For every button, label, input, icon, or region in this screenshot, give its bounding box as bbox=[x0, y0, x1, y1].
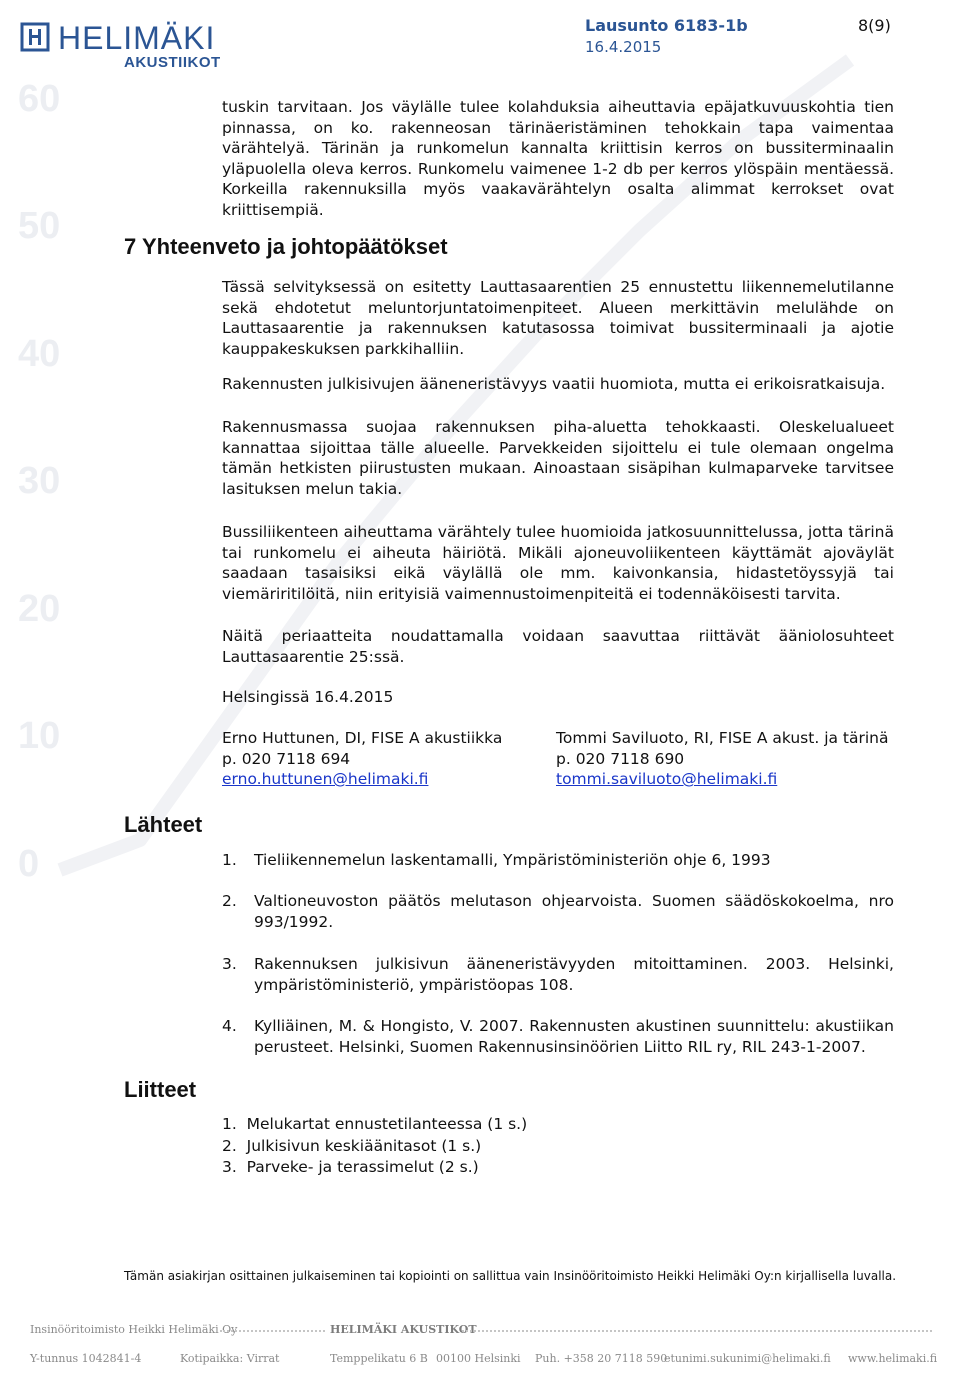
summary-paragraph-4: Bussiliikenteen aiheuttama värähtely tulee huomioida jatkosuunnittelussa, jotta tärinä tai runkomelu ei aiheuta häiriötä. Mikäli ajoneuvoliikenteen käyttämät ajoväylät saadaan tasaisiksi eikä väylällä ole mm. kaivonkansia, hidastetöyssyjä tai viemäriritilöitä, niin erityisiä vaimennustoimenpiteitä ei todennäköisesti tarvita. bbox=[222, 523, 894, 603]
signatory-name: Erno Huttunen, DI, FISE A akustiikka bbox=[222, 729, 503, 747]
bg-axis-label: 0 bbox=[18, 843, 40, 885]
footer-company: Insinööritoimisto Heikki Helimäki Oy bbox=[30, 1323, 238, 1336]
reference-item bbox=[222, 954, 894, 995]
bg-axis-label: 10 bbox=[18, 715, 61, 757]
logo-company-name: HELIMÄKI bbox=[58, 20, 216, 56]
document-date: 16.4.2015 bbox=[585, 38, 662, 56]
footer-web[interactable]: www.helimaki.fi bbox=[848, 1352, 938, 1365]
footer-phone: Puh. +358 20 7118 590 bbox=[535, 1352, 668, 1365]
summary-paragraph-3: Rakennusmassa suojaa rakennuksen piha-aluetta tehokkaasti. Oleskelualueet kannattaa sijoittaa tälle alueelle. Parvekkeiden sijoittelu ei tule olemaan ongelma tämän hetkisten piirustusten mukaan. Ainoastaan sisäpihan kulmaparveke tarvitsee lasituksen melun takia. bbox=[222, 418, 894, 498]
page-number: 8(9) bbox=[858, 16, 891, 35]
footer-brand: HELIMÄKI AKUSTIKOT bbox=[330, 1323, 477, 1336]
reference-number: 3. bbox=[222, 955, 237, 973]
bg-axis-label: 60 bbox=[18, 78, 61, 120]
summary-paragraph-2: Rakennusten julkisivujen ääneneristävyys vaatii huomiota, mutta ei erikoisratkaisuja. bbox=[222, 375, 886, 393]
reference-text: Valtioneuvoston päätös melutason ohjearvoista. Suomen säädöskokoelma, nro 993/1992. bbox=[254, 892, 894, 931]
attachment-item: 1. Melukartat ennustetilanteessa (1 s.) bbox=[222, 1115, 528, 1133]
signatory-email-link[interactable]: tommi.saviluoto@helimaki.fi bbox=[556, 770, 778, 789]
signatory-email-link[interactable]: erno.huttunen@helimaki.fi bbox=[222, 770, 429, 789]
reference-item bbox=[222, 891, 894, 932]
footer-divider bbox=[462, 1330, 932, 1332]
bg-axis-label: 50 bbox=[18, 205, 61, 247]
footer-street: Temppelikatu 6 B bbox=[330, 1352, 428, 1365]
signature-block-1 bbox=[222, 728, 502, 790]
document-id: Lausunto 6183-1b bbox=[585, 16, 748, 35]
attachments-list bbox=[222, 1114, 527, 1179]
bg-axis-label: 20 bbox=[18, 588, 61, 630]
reference-text: Tieliikennemelun laskentamalli, Ympäristöministeriön ohje 6, 1993 bbox=[254, 851, 771, 869]
bg-axis-label: 40 bbox=[18, 333, 61, 375]
summary-paragraph-5: Näitä periaatteita noudattamalla voidaan saavuttaa riittävät ääniolosuhteet Lauttasaarentie 25:ssä. bbox=[222, 627, 894, 666]
copyright-disclaimer: Tämän asiakirjan osittainen julkaiseminen tai kopiointi on sallittua vain Insinööritoimisto Heikki Helimäki Oy:n kirjallisella luvalla. bbox=[124, 1269, 897, 1283]
section-heading: 7 Yhteenveto ja johtopäätökset bbox=[124, 234, 448, 259]
reference-number: 2. bbox=[222, 892, 237, 910]
footer-business-id: Y-tunnus 1042841-4 bbox=[30, 1352, 142, 1365]
bg-axis-label: 30 bbox=[18, 460, 61, 502]
footer-divider bbox=[220, 1330, 325, 1332]
logo-mark-icon bbox=[20, 22, 50, 52]
place-date: Helsingissä 16.4.2015 bbox=[222, 688, 394, 706]
signatory-name: Tommi Saviluoto, RI, FISE A akust. ja tärinä bbox=[556, 729, 889, 747]
reference-text: Rakennuksen julkisivun ääneneristävyyden mitoittaminen. 2003. Helsinki, ympäristöministeriö, ympäristöopas 108. bbox=[254, 955, 894, 994]
signatory-phone: p. 020 7118 690 bbox=[556, 749, 685, 768]
reference-item bbox=[222, 850, 894, 871]
reference-number: 4. bbox=[222, 1017, 237, 1035]
attachments-heading: Liitteet bbox=[124, 1077, 197, 1102]
continuation-paragraph: tuskin tarvitaan. Jos väylälle tulee kolahduksia aiheuttavia epäjatkuvuuskohtia tien pinnassa, on ko. rakenneosan tärinäeristäminen tehokkain tapa vaimentaa värähtelyä. Tärinän ja runkomelun kannalta kriittisin kerros on bussiterminaalin yläpuolella oleva kerros. Runkomelu vaimenee 1-2 db per kerros ylöspäin mentäessä. Korkeilla rakennuksilla myös vaakavärähtelyn osalta alimmat kerrokset ovat kriittisempiä. bbox=[222, 98, 894, 219]
footer-domicile: Kotipaikka: Virrat bbox=[180, 1352, 280, 1365]
attachment-item: 2. Julkisivun keskiäänitasot (1 s.) bbox=[222, 1136, 482, 1155]
reference-number: 1. bbox=[222, 851, 237, 869]
footer-email[interactable]: etunimi.sukunimi@helimaki.fi bbox=[664, 1352, 831, 1365]
reference-item bbox=[222, 1016, 894, 1057]
signature-block-2 bbox=[556, 728, 889, 790]
signatory-phone: p. 020 7118 694 bbox=[222, 749, 351, 768]
logo-company-sub: AKUSTIIKOT bbox=[124, 54, 221, 71]
attachment-item: 3. Parveke- ja terassimelut (2 s.) bbox=[222, 1158, 479, 1176]
footer-postal: 00100 Helsinki bbox=[436, 1352, 521, 1365]
reference-text: Kylliäinen, M. & Hongisto, V. 2007. Rakennusten akustinen suunnittelu: akustiikan perusteet. Helsinki, Suomen Rakennusinsinöörien Liitto RIL ry, RIL 243-1-2007. bbox=[254, 1017, 894, 1056]
summary-paragraph-1: Tässä selvityksessä on esitetty Lauttasaarentien 25 ennustettu liikennemelutilanne sekä ehdotetut meluntorjuntatoimenpiteet. Alueen merkittävin melulähde on Lauttasaarentie ja rakennuksen katutasossa toimivat bussiterminaali ja ajotie kauppakeskuksen parkkihalliin. bbox=[222, 278, 894, 358]
references-heading: Lähteet bbox=[124, 812, 203, 837]
